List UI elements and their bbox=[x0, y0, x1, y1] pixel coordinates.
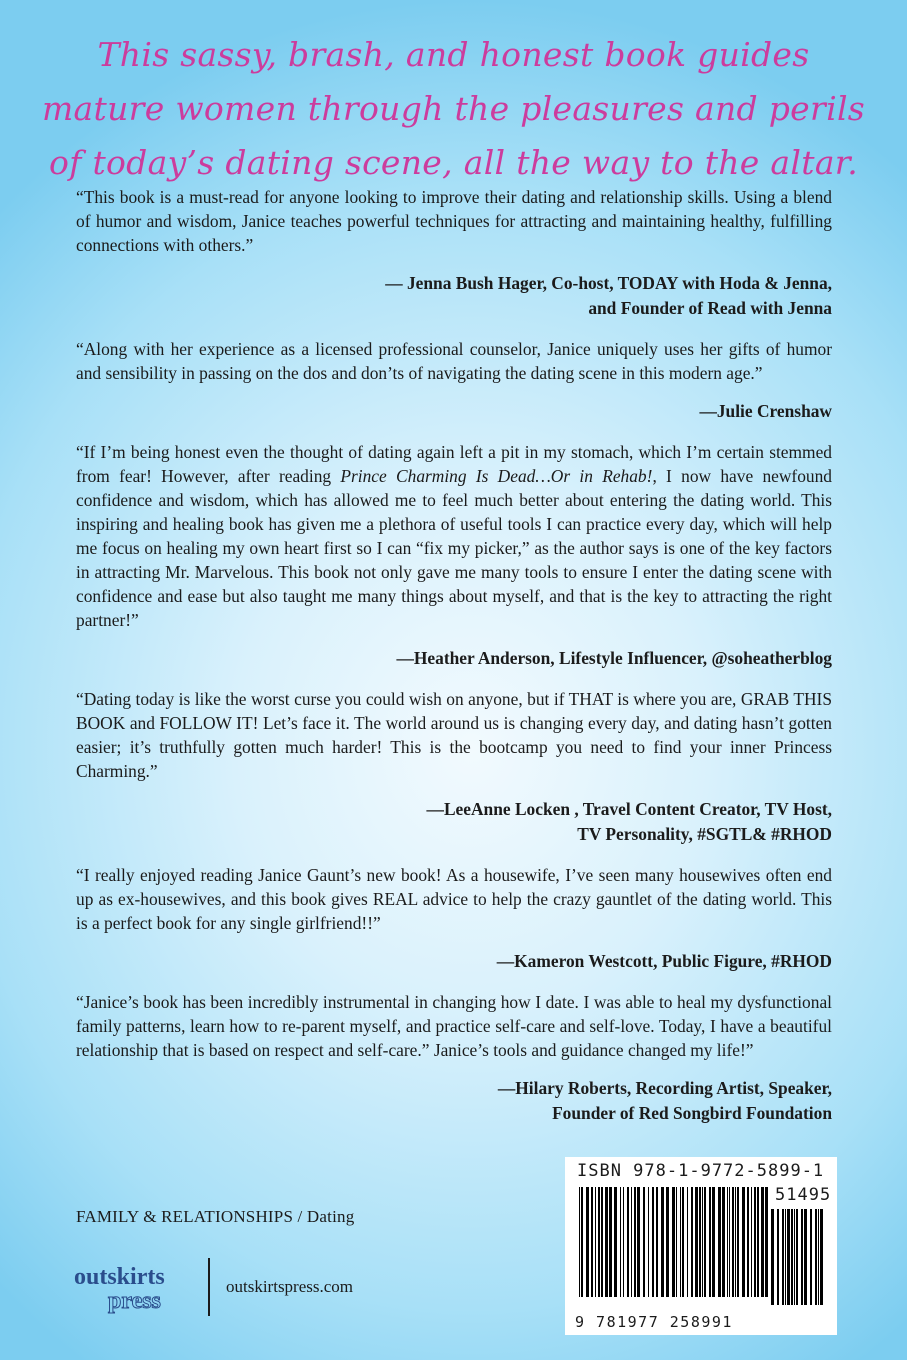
endorsements bbox=[76, 185, 832, 1142]
barcode-bar bbox=[672, 1187, 675, 1297]
barcode-bar bbox=[709, 1187, 711, 1297]
barcode-bar bbox=[804, 1209, 807, 1305]
barcode-bar bbox=[796, 1209, 798, 1305]
attribution-line: —Hilary Roberts, Recording Artist, Speaker, bbox=[497, 1078, 832, 1098]
barcode-bar bbox=[729, 1187, 730, 1297]
barcode-bar bbox=[747, 1187, 749, 1297]
endorsement-quote: “Janice’s book has been incredibly instrumental in changing how I date. I was able to heal my dysfunctional family patterns, learn how to re-parent myself, and practice self-care and self-love. Today, I have a beautiful relationship that is based on respect and self-care.” Janice’s tools and guidance changed my life!” bbox=[76, 992, 832, 1060]
publisher-logo bbox=[74, 1258, 194, 1316]
barcode-bar bbox=[782, 1209, 784, 1305]
barcode-bar bbox=[687, 1187, 688, 1297]
barcode-bar bbox=[595, 1187, 596, 1297]
barcode-bar bbox=[712, 1187, 715, 1297]
barcode-bar bbox=[648, 1187, 649, 1297]
barcode-bar bbox=[737, 1187, 739, 1297]
barcode-bar bbox=[810, 1209, 812, 1305]
endorsement-attribution bbox=[76, 949, 832, 974]
barcode-bar bbox=[732, 1187, 734, 1297]
barcode-bar bbox=[609, 1187, 612, 1297]
barcode-bar bbox=[722, 1187, 725, 1297]
barcode-bar bbox=[754, 1187, 756, 1297]
barcode-bar bbox=[637, 1187, 640, 1297]
barcode-bar bbox=[586, 1187, 589, 1297]
barcode-bar bbox=[699, 1187, 701, 1297]
endorsement-attribution bbox=[76, 797, 832, 847]
barcode-bar bbox=[704, 1187, 706, 1297]
barcode-bar bbox=[676, 1187, 677, 1297]
barcode-bar bbox=[791, 1209, 793, 1305]
book-category: FAMILY & RELATIONSHIPS / Dating bbox=[76, 1207, 355, 1226]
barcode-bar bbox=[735, 1187, 736, 1297]
barcode-bar bbox=[627, 1187, 629, 1297]
endorsement-attribution bbox=[76, 646, 832, 671]
publisher-website: outskirtspress.com bbox=[226, 1277, 354, 1296]
price-code: 51495 bbox=[775, 1185, 832, 1205]
endorsement-quote bbox=[76, 440, 832, 632]
barcode-bar bbox=[631, 1187, 632, 1297]
attribution-line: Founder of Red Songbird Foundation bbox=[552, 1103, 832, 1123]
barcode-bar bbox=[581, 1187, 583, 1297]
endorsement-quote: “Along with her experience as a licensed professional counselor, Janice uniquely uses her gifts of humor and sensibility in passing on the dos and don’ts of navigating the dating scene in this modern age.” bbox=[76, 339, 832, 383]
barcode-bar bbox=[787, 1209, 790, 1305]
barcode-bars bbox=[579, 1187, 779, 1297]
attribution-line: —LeeAnne Locken , Travel Content Creator, TV Host, bbox=[426, 799, 832, 819]
barcode-bar bbox=[682, 1187, 684, 1297]
barcode-bar bbox=[614, 1187, 617, 1297]
barcode-bar bbox=[794, 1209, 795, 1305]
barcode-bar bbox=[695, 1187, 698, 1297]
barcode-bar bbox=[818, 1209, 819, 1305]
barcode-bar bbox=[771, 1209, 774, 1305]
logo-word-outskirts: outskirts bbox=[74, 1264, 165, 1290]
barcode-bar bbox=[643, 1187, 645, 1297]
attribution-line: and Founder of Read with Jenna bbox=[588, 298, 832, 318]
barcode-bar bbox=[652, 1187, 654, 1297]
addon-barcode-bars bbox=[771, 1209, 829, 1305]
barcode-bar bbox=[765, 1187, 768, 1297]
endorsement-quote: “I really enjoyed reading Janice Gaunt’s new book! As a housewife, I’ve seen many housewives often end up as ex-housewives, and this book gives REAL advice to help the crazy gauntlet of the dating world. This is a perfect book for any single girlfriend!!” bbox=[76, 865, 832, 933]
book-title: Prince Charming Is Dead…Or in Rehab! bbox=[340, 466, 653, 486]
barcode-bar bbox=[751, 1187, 752, 1297]
endorsement-quote: “This book is a must-read for anyone looking to improve their dating and relationship skills. Using a blend of humor and wisdom, Janice teaches powerful techniques for attracting and maintaining healthy, fulfilling connections with others.” bbox=[76, 187, 832, 255]
endorsement-attribution bbox=[76, 1076, 832, 1126]
isbn-barcode bbox=[565, 1157, 837, 1335]
barcode-bar bbox=[656, 1187, 658, 1297]
barcode-bar bbox=[718, 1187, 721, 1297]
isbn-label: ISBN 978-1-9772-5899-1 bbox=[577, 1161, 825, 1181]
barcode-bar bbox=[702, 1187, 703, 1297]
barcode-bar bbox=[623, 1187, 624, 1297]
endorsement-attribution bbox=[76, 271, 832, 321]
barcode-bar bbox=[605, 1187, 608, 1297]
barcode-bar bbox=[757, 1187, 759, 1297]
attribution-line: —Kameron Westcott, Public Figure, #RHOD bbox=[496, 951, 832, 971]
attribution-line: TV Personality, #SGTL& #RHOD bbox=[577, 824, 832, 844]
attribution-line: —Julie Crenshaw bbox=[699, 401, 832, 421]
barcode-bar bbox=[785, 1209, 786, 1305]
quote-text-part: , I now have newfound confidence and wisdom, which has allowed me to feel much better about entering the dating world. This inspiring and healing book has given me a plethora of useful tools I can practice every day, which will help me focus on healing my own heart first so I can “fix my picker,” as the author says is one of the key factors in attracting Mr. Marvelous. This book not only gave me many tools to ensure I enter the dating scene with confidence and ease but also taught me many things about myself, and that is the key to attracting the right partner!” bbox=[76, 466, 833, 630]
endorsement-attribution bbox=[76, 399, 832, 424]
barcode-bar bbox=[601, 1187, 603, 1297]
barcode-bar bbox=[661, 1187, 664, 1297]
barcode-bar bbox=[727, 1187, 728, 1297]
divider bbox=[208, 1258, 210, 1316]
barcode-bar bbox=[820, 1209, 823, 1305]
endorsement-quote: “Dating today is like the worst curse you could wish on anyone, but if THAT is where you are, GRAB THIS BOOK and FOLLOW IT! Let’s face it. The world around us is changing every day, and dating hasn’t gotten easier; it’s truthfully gotten much harder! This is the bootcamp you need to find your inner Princess Charming.” bbox=[76, 689, 832, 781]
tagline: This sassy, brash, and honest book guides mature women through the pleasures and perils of today’s dating scene, all the way to the altar. bbox=[41, 35, 866, 182]
barcode-bar bbox=[761, 1187, 764, 1297]
barcode-bar bbox=[680, 1187, 681, 1297]
barcode-bar bbox=[579, 1187, 580, 1297]
barcode-bar bbox=[591, 1187, 593, 1297]
barcode-bar bbox=[634, 1187, 636, 1297]
barcode-bar bbox=[742, 1187, 745, 1297]
barcode-digits: 9 781977 258991 bbox=[575, 1313, 733, 1331]
attribution-line: —Heather Anderson, Lifestyle Influencer, @soheatherblog bbox=[396, 648, 832, 668]
barcode-bar bbox=[777, 1209, 779, 1305]
barcode-bar bbox=[691, 1187, 693, 1297]
logo-word-press: press bbox=[108, 1288, 161, 1314]
barcode-bar bbox=[666, 1187, 669, 1297]
barcode-bar bbox=[620, 1187, 621, 1297]
barcode-bar bbox=[815, 1209, 817, 1305]
quote-text-part: “If I’m being honest even the thought of dating again left a pit in my stomach, which I’m certain stemmed from fear! However, after reading bbox=[76, 442, 832, 486]
publisher-block bbox=[74, 1258, 353, 1316]
barcode-bar bbox=[598, 1187, 600, 1297]
attribution-line: — Jenna Bush Hager, Co-host, TODAY with Hoda & Jenna, bbox=[385, 273, 832, 293]
barcode-bar bbox=[801, 1209, 803, 1305]
